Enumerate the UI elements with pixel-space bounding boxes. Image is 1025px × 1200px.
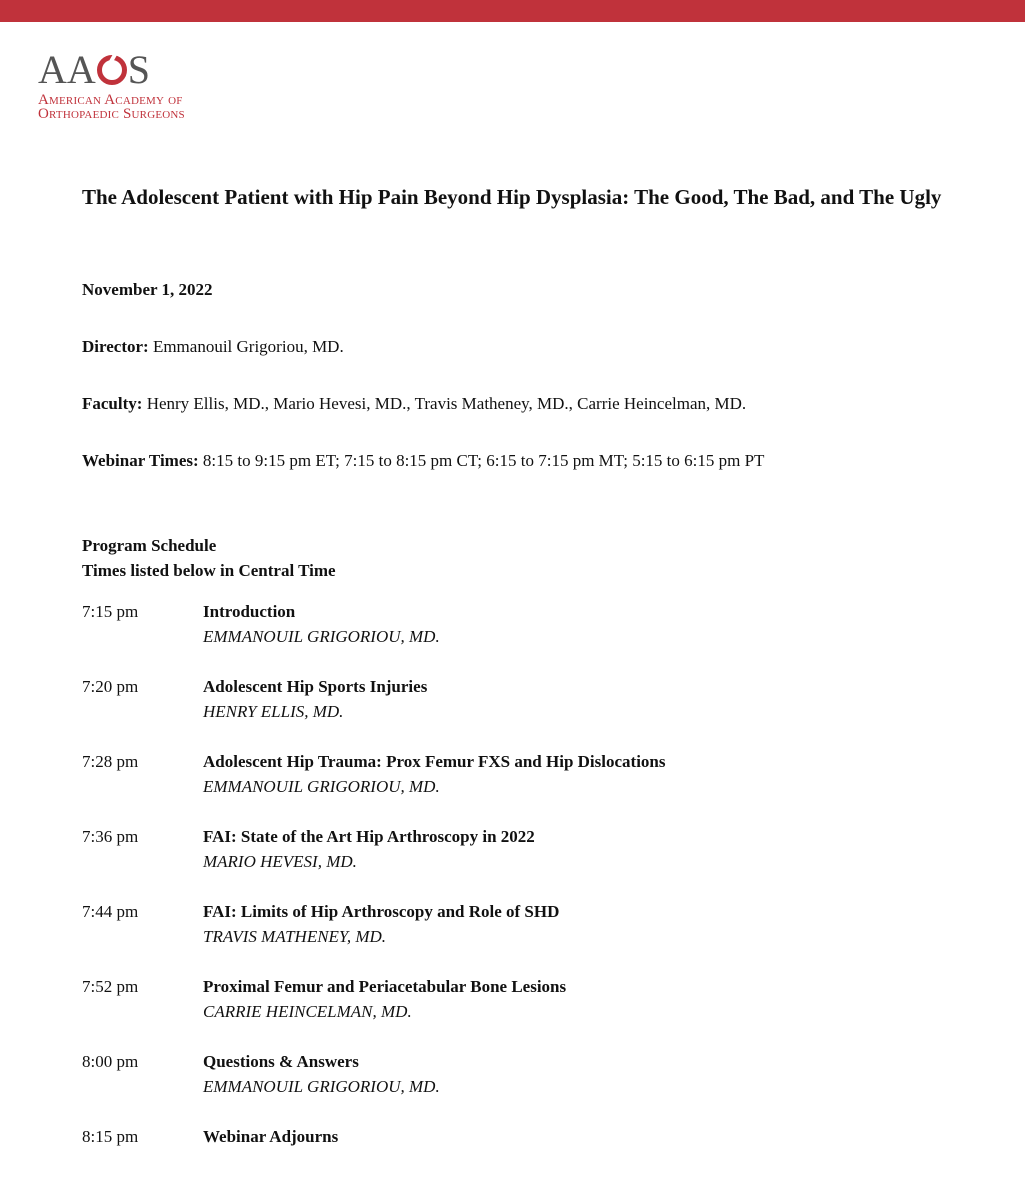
faculty-line [82,393,746,415]
title-block [82,182,982,213]
schedule-detail [203,674,427,724]
schedule-topic: Introduction [203,602,296,621]
logo-mark: AA S [38,47,152,92]
schedule-topic: Questions & Answers [203,1052,359,1071]
schedule-time: 7:36 pm [82,827,139,846]
webinar-value: 8:15 to 9:15 pm ET; 7:15 to 8:15 pm CT; 6:15 to 7:15 pm MT; 5:15 to 6:15 pm PT [202,451,765,470]
faculty-label: Faculty: [82,394,143,413]
schedule-heading: Program Schedule [82,536,217,555]
schedule-speaker: EMMANOUIL GRIGORIOU, MD. [203,777,440,796]
schedule-detail [203,974,566,1024]
faculty-value: Henry Ellis, MD., Mario Hevesi, MD., Travis Matheney, MD., Carrie Heincelman, MD. [146,394,747,413]
schedule-detail [203,599,440,649]
director-line [82,336,344,358]
schedule-time: 7:15 pm [82,602,139,621]
webinar-label: Webinar Times: [82,451,199,470]
schedule-subheading: Times listed below in Central Time [82,561,336,580]
schedule-speaker: MARIO HEVESI, MD. [203,852,357,871]
logo-org-line2: Orthopaedic Surgeons [38,106,185,122]
schedule-topic: FAI: State of the Art Hip Arthroscopy in 2022 [203,827,535,846]
schedule-speaker: EMMANOUIL GRIGORIOU, MD. [203,627,440,646]
top-accent-bar [0,0,1025,22]
event-date: November 1, 2022 [82,280,213,299]
schedule-detail [203,824,535,874]
logo-org-line1: American Academy of [38,92,183,108]
schedule-time: 7:20 pm [82,677,139,696]
schedule-speaker: HENRY ELLIS, MD. [203,702,344,721]
webinar-times-line [82,450,764,472]
schedule-time: 7:44 pm [82,902,139,921]
director-label: Director: [82,337,149,356]
schedule-time: 7:52 pm [82,977,139,996]
schedule-time: 8:00 pm [82,1052,139,1071]
schedule-time: 7:28 pm [82,752,139,771]
schedule-speaker: TRAVIS MATHENEY, MD. [203,927,387,946]
director-value: Emmanouil Grigoriou, MD. [152,337,344,356]
logo-ring-icon [97,55,127,85]
schedule-detail [203,749,666,799]
schedule-header [82,533,336,583]
schedule-time: 8:15 pm [82,1127,139,1146]
schedule-detail [203,1049,440,1099]
schedule-detail [203,899,559,949]
schedule-topic: FAI: Limits of Hip Arthroscopy and Role of SHD [203,902,560,921]
aaos-logo [38,47,238,122]
schedule-topic: Adolescent Hip Trauma: Prox Femur FXS and Hip Dislocations [203,752,666,771]
document-title: The Adolescent Patient with Hip Pain Beyond Hip Dysplasia: The Good, The Bad, and The Ugly [82,185,942,209]
schedule-detail [203,1124,338,1149]
schedule-topic: Adolescent Hip Sports Injuries [203,677,428,696]
schedule-speaker: CARRIE HEINCELMAN, MD. [203,1002,412,1021]
schedule-topic: Proximal Femur and Periacetabular Bone Lesions [203,977,567,996]
schedule-topic: Webinar Adjourns [203,1127,339,1146]
schedule-speaker: EMMANOUIL GRIGORIOU, MD. [203,1077,440,1096]
